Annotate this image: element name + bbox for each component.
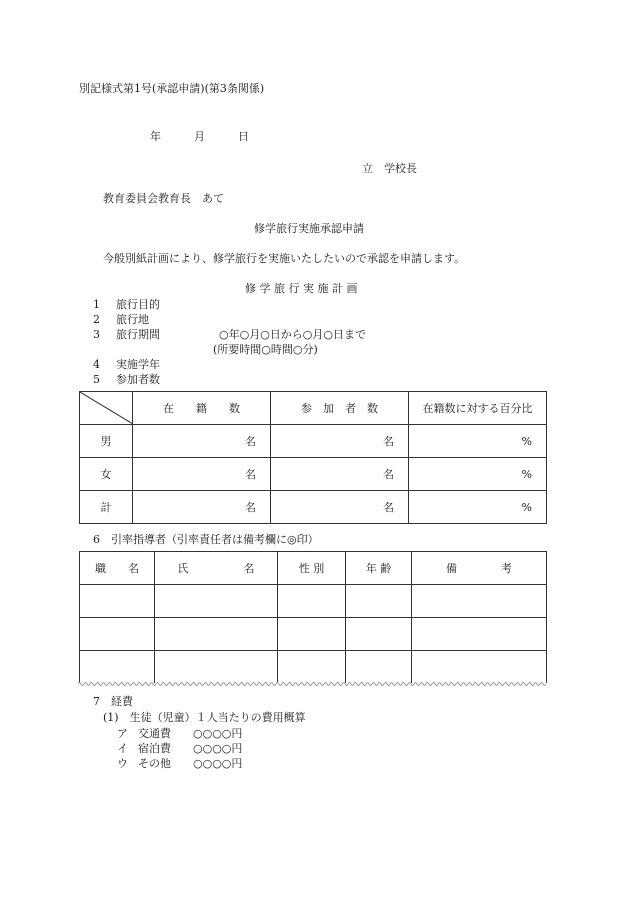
column-header: 備 考 (412, 552, 547, 585)
plan-item: 4 実施学年 (93, 358, 160, 371)
document-title: 修学旅行実施承認申請 (254, 222, 364, 235)
body-text: 今般別紙計画により、修学旅行を実施いたしたいので承認を申請します。 (103, 252, 466, 265)
plan-item: 3 旅行期間 (93, 328, 160, 341)
expenses-sub: (1) 生徒（児童）１人当たりの費用概算 (103, 711, 306, 724)
table-row (80, 651, 547, 684)
expense-line: ウ その他 ○○○○円 (117, 757, 243, 770)
recipient: 教育委員会教育長 あて (103, 192, 224, 205)
leaders-table (79, 551, 547, 683)
column-header: 氏 名 (155, 552, 278, 585)
column-header: 年 齢 (346, 552, 412, 585)
plan-item: 2 旅行地 (93, 313, 149, 326)
column-header: 参 加 者 数 (271, 392, 409, 425)
travel-period: ○年○月○日から○月○日まで (219, 328, 366, 341)
date-line (150, 128, 249, 144)
column-header: 職 名 (80, 552, 155, 585)
table-cut-line (78, 680, 546, 688)
table-row: 男 名 名 % (80, 425, 547, 458)
sender: 立 学校長 (362, 162, 417, 175)
plan-item: 5 参加者数 (93, 373, 160, 386)
form-header: 別記様式第1号(承認申請)(第3条関係) (79, 82, 265, 95)
table-header-row (80, 392, 547, 425)
column-header: 在 籍 数 (133, 392, 271, 425)
diagonal-cell (80, 392, 133, 425)
date-day: 日 (238, 130, 249, 143)
plan-item: 1 旅行目的 (93, 298, 160, 311)
expense-line: イ 宿泊費 ○○○○円 (117, 742, 243, 755)
leaders-title: 6 引率指導者（引率責任者は備考欄に◎印） (93, 533, 319, 546)
table-row: 女 名 名 % (80, 458, 547, 491)
table-row (80, 618, 547, 651)
plan-title: 修 学 旅 行 実 施 計 画 (245, 282, 358, 295)
expenses-title: 7 経費 (93, 695, 133, 708)
table-row: 計 名 名 % (80, 491, 547, 524)
participants-table (79, 391, 547, 524)
table-header-row (80, 552, 547, 585)
date-month: 月 (194, 130, 205, 143)
column-header: 性 別 (278, 552, 346, 585)
travel-duration-note: (所要時間○時間○分) (213, 343, 318, 356)
date-year: 年 (150, 130, 161, 143)
expense-line: ア 交通費 ○○○○円 (117, 727, 243, 740)
column-header: 在籍数に対する百分比 (409, 392, 547, 425)
table-row (80, 585, 547, 618)
